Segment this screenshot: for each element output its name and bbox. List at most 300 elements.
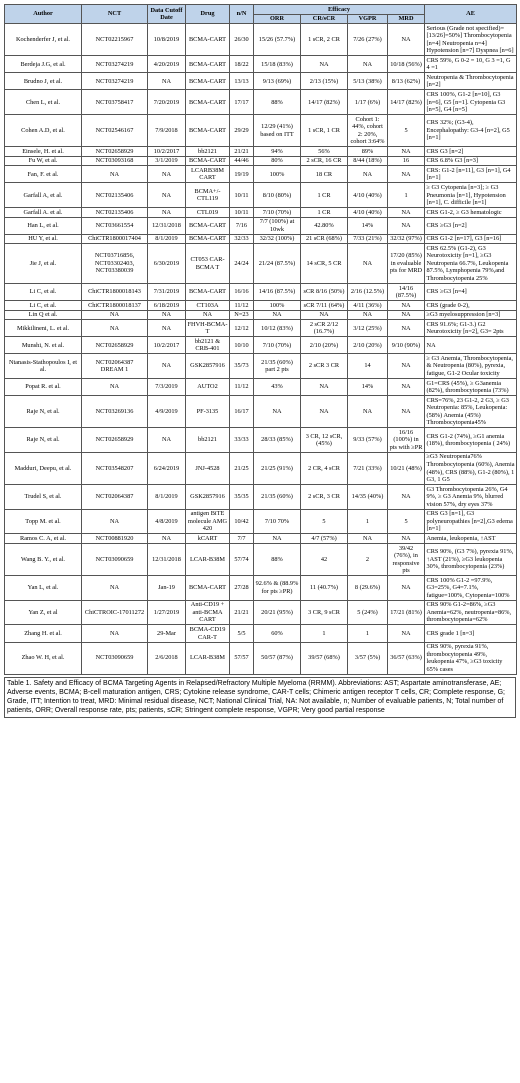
- cell-orr: 21/35 (60%) part 2 pts: [254, 354, 301, 379]
- cell-author: Garfall A. et al.: [5, 208, 82, 218]
- cell-ae: CRS 6.8% G3 [n=3]: [425, 156, 517, 166]
- cell-mrd: 39/42 (76%), in responsive pts: [388, 544, 425, 576]
- cell-nn: 12/12: [230, 320, 254, 337]
- cell-cr-scr: 42: [301, 544, 348, 576]
- cell-nct: NCT02135406: [82, 208, 148, 218]
- cell-ae: CRS G1-2 [n=17], G3 [n=16]: [425, 234, 517, 244]
- cell-vgpr: 14%: [348, 217, 388, 234]
- cell-mrd: NA: [388, 354, 425, 379]
- cell-nn: 16/17: [230, 396, 254, 428]
- cell-mrd: NA: [388, 625, 425, 642]
- cell-drug: GSK2857916: [186, 354, 230, 379]
- cell-nn: 29/29: [230, 115, 254, 147]
- cell-ae: CRS=76%, 23 G1-2, 2 G3, ≥ G3 Neutropenia: 85%, Leukopenia: (58%) Anemia (45%) Thrombocytopenia45%: [425, 396, 517, 428]
- header-nct: NCT: [82, 5, 148, 24]
- cell-nn: 16/16: [230, 284, 254, 301]
- cell-ae: ≥ G3 Anemia, Thrombocytopenia, & Neutropenia (80%), pyrexia, fatigue, G1-2 Ocular toxicity: [425, 354, 517, 379]
- cell-nct: NCT02215967: [82, 24, 148, 56]
- cell-cr-scr: 2 sCR, 3 CR: [301, 485, 348, 510]
- cell-vgpr: 14%: [348, 379, 388, 396]
- cell-date: 6/24/2019: [148, 452, 186, 484]
- cell-nct: NA: [82, 576, 148, 601]
- cell-nct: NCT02135406: [82, 183, 148, 208]
- cell-author: Yan Z, et al: [5, 600, 82, 625]
- cell-mrd: 17/20 (85%) in evaluable pts for MRD: [388, 244, 425, 284]
- cell-date: NA: [148, 208, 186, 218]
- cell-drug: kCART: [186, 534, 230, 544]
- cell-orr: 50/57 (87%): [254, 642, 301, 674]
- cell-vgpr: 3/57 (5%): [348, 642, 388, 674]
- cell-date: NA: [148, 354, 186, 379]
- cell-date: NA: [148, 428, 186, 453]
- cell-author: Ramos C. A, et al.: [5, 534, 82, 544]
- cell-nn: 13/13: [230, 73, 254, 90]
- cell-cr-scr: sCR 8/16 (50%): [301, 284, 348, 301]
- table-row: [5, 244, 517, 284]
- table-row: [5, 544, 517, 576]
- header-date: Data Cutoff Date: [148, 5, 186, 24]
- cell-mrd: NA: [388, 301, 425, 311]
- table-row: [5, 234, 517, 244]
- cell-ae: CRS (grade 0-2),: [425, 301, 517, 311]
- cell-date: 2/6/2018: [148, 642, 186, 674]
- cell-nn: 19/19: [230, 166, 254, 183]
- cell-vgpr: 3/12 (25%): [348, 320, 388, 337]
- cell-mrd: 10/18 (56%): [388, 56, 425, 73]
- cell-mrd: NA: [388, 576, 425, 601]
- table-row: [5, 642, 517, 674]
- cell-date: 7/9/2018: [148, 115, 186, 147]
- cell-nct: NA: [82, 509, 148, 534]
- cell-author: Wang B. Y., et al.: [5, 544, 82, 576]
- cell-vgpr: 4/10 (40%): [348, 183, 388, 208]
- table-row: [5, 284, 517, 301]
- cell-drug: BCMA-CART: [186, 284, 230, 301]
- cell-ae: CRS 90%, (G3 7%), pyrexia 91%, ↑AST (21%), ≥G3 leukopenia 30%, thrombocytopenia (23%): [425, 544, 517, 576]
- cell-date: 7/31/2019: [148, 284, 186, 301]
- cell-nn: 33/33: [230, 428, 254, 453]
- cell-nn: 26/30: [230, 24, 254, 56]
- document: [4, 4, 516, 718]
- cell-ae: CRS G3 [n=2]: [425, 147, 517, 157]
- cell-ae: CRS G3 [n=1], G3 polyneuropathies [n=2],G3 edema [n=1]: [425, 509, 517, 534]
- cell-drug: NA: [186, 310, 230, 320]
- cell-mrd: 14/16 (87.5%): [388, 284, 425, 301]
- cell-ae: Serious (Grade not specified)=[13/26]=50%] Thrombocytopenia [n=4] Neutropenia n=4] Hypotension [n=7] Dyspnea [n=6]: [425, 24, 517, 56]
- cell-vgpr: NA: [348, 534, 388, 544]
- cell-mrd: NA: [388, 166, 425, 183]
- cell-date: 7/3/2019: [148, 379, 186, 396]
- cell-vgpr: 7/26 (27%): [348, 24, 388, 56]
- cell-ae: ≥G3 Neutropenia76% Thrombocytopenia (60%), Anemia (48%), CRS (88%), G1-2 (80%), 1 G3, 1 G5: [425, 452, 517, 484]
- cell-author: Ntanasis-Stathopoulos I, et al.: [5, 354, 82, 379]
- cell-drug: BCMA-CART: [186, 90, 230, 115]
- table-row: [5, 625, 517, 642]
- table-row: [5, 56, 517, 73]
- cell-vgpr: 4/11 (36%): [348, 301, 388, 311]
- cell-vgpr: NA: [348, 396, 388, 428]
- cell-orr: 94%: [254, 147, 301, 157]
- cell-orr: 100%: [254, 166, 301, 183]
- table-row: [5, 73, 517, 90]
- cell-nn: 10/10: [230, 337, 254, 354]
- header-drug: Drug: [186, 5, 230, 24]
- header-mrd: MRD: [388, 14, 425, 24]
- cell-cr-scr: 42.80%: [301, 217, 348, 234]
- cell-date: NA: [148, 166, 186, 183]
- cell-nct: NCT03548207: [82, 452, 148, 484]
- cell-mrd: 17/21 (81%): [388, 600, 425, 625]
- cell-nct: ChiCTROIC-17011272: [82, 600, 148, 625]
- cell-ae: CRS G1-2, ≥ G3 hematologic: [425, 208, 517, 218]
- cell-nct: NCT03274219: [82, 73, 148, 90]
- cell-nct: NA: [82, 320, 148, 337]
- cell-author: Zhao W. H, et al.: [5, 642, 82, 674]
- cell-mrd: NA: [388, 310, 425, 320]
- table-row: [5, 217, 517, 234]
- cell-vgpr: 5/13 (38%): [348, 73, 388, 90]
- cell-author: Raje N, et al.: [5, 396, 82, 428]
- cell-date: Jan-19: [148, 576, 186, 601]
- cell-orr: NA: [254, 534, 301, 544]
- cell-nn: 57/74: [230, 544, 254, 576]
- cell-author: Brudno J, et al.: [5, 73, 82, 90]
- cell-nct: NCT03716856, NCT03302403, NCT03380039: [82, 244, 148, 284]
- cell-drug: BCMA-CART: [186, 24, 230, 56]
- cell-orr: 7/10 (70%): [254, 337, 301, 354]
- cell-ae: CRS 91.6%; G1-3.) G2 Neurotoxicity [n=2], G3= 2pts: [425, 320, 517, 337]
- cell-author: Han L, et al.: [5, 217, 82, 234]
- cell-cr-scr: 14/17 (82%): [301, 90, 348, 115]
- table-row: [5, 337, 517, 354]
- cell-cr-scr: NA: [301, 310, 348, 320]
- cell-orr: 21/25 (91%): [254, 452, 301, 484]
- cell-cr-scr: 2 CR, 4 sCR: [301, 452, 348, 484]
- cell-date: 8/1/2019: [148, 234, 186, 244]
- cell-drug: bb2121: [186, 428, 230, 453]
- cell-date: 29-Mar: [148, 625, 186, 642]
- cell-vgpr: 1: [348, 625, 388, 642]
- cell-mrd: 14/17 (82%): [388, 90, 425, 115]
- cell-date: 4/8/2019: [148, 509, 186, 534]
- cell-date: NA: [148, 310, 186, 320]
- cell-nct: NCT02064387 DREAM 1: [82, 354, 148, 379]
- cell-author: Li C, et al.: [5, 301, 82, 311]
- cell-nn: 27/28: [230, 576, 254, 601]
- cell-vgpr: 89%: [348, 147, 388, 157]
- table-row: [5, 24, 517, 56]
- cell-cr-scr: 18 CR: [301, 166, 348, 183]
- header-efficacy: Efficacy: [254, 5, 425, 15]
- cell-mrd: 8/13 (62%): [388, 73, 425, 90]
- cell-nn: 7/7: [230, 534, 254, 544]
- cell-drug: BCMA-CART: [186, 234, 230, 244]
- cell-mrd: 5: [388, 115, 425, 147]
- cell-nct: NA: [82, 625, 148, 642]
- cell-drug: JNJ-4528: [186, 452, 230, 484]
- cell-vgpr: 14/35 (40%): [348, 485, 388, 510]
- table-row: [5, 301, 517, 311]
- cell-drug: PF-3135: [186, 396, 230, 428]
- cell-drug: BCMA-CART: [186, 115, 230, 147]
- cell-orr: 100%: [254, 301, 301, 311]
- cell-author: Berdeja J.G, et al.: [5, 56, 82, 73]
- table-row: [5, 310, 517, 320]
- cell-drug: BCMA-CART: [186, 156, 230, 166]
- cell-mrd: NA: [388, 208, 425, 218]
- cell-nn: 21/21: [230, 147, 254, 157]
- cell-cr-scr: 2 sCR 3 CR: [301, 354, 348, 379]
- cell-orr: 7/7 (100%) at 10wk: [254, 217, 301, 234]
- cell-mrd: NA: [388, 320, 425, 337]
- cell-nn: 10/11: [230, 183, 254, 208]
- cell-cr-scr: 1: [301, 625, 348, 642]
- cell-nct: NCT02064387: [82, 485, 148, 510]
- cell-author: Fan, F. et al.: [5, 166, 82, 183]
- table-row: [5, 320, 517, 337]
- cell-date: NA: [148, 320, 186, 337]
- cell-date: 6/30/2019: [148, 244, 186, 284]
- cell-date: 4/9/2019: [148, 396, 186, 428]
- cell-mrd: 5: [388, 509, 425, 534]
- cell-author: Zhang H. et al.: [5, 625, 82, 642]
- cell-orr: 28/33 (85%): [254, 428, 301, 453]
- cell-nn: N=23: [230, 310, 254, 320]
- cell-orr: NA: [254, 310, 301, 320]
- cell-cr-scr: 1 CR: [301, 183, 348, 208]
- cell-cr-scr: 2 sCR, 16 CR: [301, 156, 348, 166]
- cell-cr-scr: 1 sCR, 1 CR: [301, 115, 348, 147]
- table-row: [5, 600, 517, 625]
- cell-mrd: 16/16 (100%) in pts with ≥PR: [388, 428, 425, 453]
- cell-mrd: 16: [388, 156, 425, 166]
- cell-nct: NA: [82, 310, 148, 320]
- cell-cr-scr: 39/57 (68%): [301, 642, 348, 674]
- cell-nct: NCT03090659: [82, 642, 148, 674]
- cell-drug: CTL019: [186, 208, 230, 218]
- cell-nn: 11/12: [230, 301, 254, 311]
- cell-cr-scr: 2/13 (15%): [301, 73, 348, 90]
- cell-vgpr: 2/16 (12.5%): [348, 284, 388, 301]
- cell-nn: 24/24: [230, 244, 254, 284]
- cell-nct: NCT03661554: [82, 217, 148, 234]
- table-row: [5, 208, 517, 218]
- cell-author: Chen L, et al.: [5, 90, 82, 115]
- cell-vgpr: 1: [348, 509, 388, 534]
- cell-vgpr: 7/21 (33%): [348, 452, 388, 484]
- cell-author: Lin Q et al.: [5, 310, 82, 320]
- cell-author: Kochenderfer J, et al.: [5, 24, 82, 56]
- cell-vgpr: 2/10 (20%): [348, 337, 388, 354]
- cell-cr-scr: 3 CR, 9 sCR: [301, 600, 348, 625]
- cell-nct: NCT03093168: [82, 156, 148, 166]
- cell-orr: 43%: [254, 379, 301, 396]
- cell-nn: 7/16: [230, 217, 254, 234]
- cell-author: Yan L, et al.: [5, 576, 82, 601]
- cell-ae: CRS G1-2 (74%), ≥G1 anemia (18%), thrombocytopenia ( 24%): [425, 428, 517, 453]
- cell-drug: BCMA-CART: [186, 576, 230, 601]
- cell-date: 12/31/2018: [148, 217, 186, 234]
- cell-drug: GSK2857916: [186, 485, 230, 510]
- cell-nct: ChiCTR1800018137: [82, 301, 148, 311]
- cell-nct: NCT02658929: [82, 337, 148, 354]
- cell-cr-scr: 2 sCR 2/12 (16.7%): [301, 320, 348, 337]
- cell-date: 4/20/2019: [148, 56, 186, 73]
- table-row: [5, 183, 517, 208]
- cell-mrd: 32/32 (97%): [388, 234, 425, 244]
- cell-orr: NA: [254, 396, 301, 428]
- cell-drug: Anti-CD19 + anti-BCMA CART: [186, 600, 230, 625]
- cell-cr-scr: 3 CR, 12 sCR, (45%): [301, 428, 348, 453]
- cell-orr: 88%: [254, 544, 301, 576]
- cell-vgpr: NA: [348, 310, 388, 320]
- cell-date: 7/20/2019: [148, 90, 186, 115]
- cell-vgpr: 8 (29.6%): [348, 576, 388, 601]
- cell-vgpr: NA: [348, 56, 388, 73]
- cell-drug: BCMA+/- CTL119: [186, 183, 230, 208]
- cell-mrd: 9/10 (90%): [388, 337, 425, 354]
- table-body: [5, 24, 517, 675]
- cell-nct: NA: [82, 166, 148, 183]
- cell-ae: G3 Thrombocytopenia 26%, G4 9%, ≥ G3 Anemia 9%, blurred vision 57%, dry eyes 37%: [425, 485, 517, 510]
- table-row: [5, 509, 517, 534]
- cell-cr-scr: 11 (40.7%): [301, 576, 348, 601]
- cell-author: Topp M. et al.: [5, 509, 82, 534]
- cell-nn: 21/21: [230, 600, 254, 625]
- cell-ae: CRS 100%, G1-2 [n=10], G3 [n=6], G5 [n=1]. Cytopenia G3 [n=5], G4 [n=5]: [425, 90, 517, 115]
- cell-ae: G1=CRS (45%), ≥ G3anemia (82%), thrombocytopenia (73%): [425, 379, 517, 396]
- cell-cr-scr: NA: [301, 379, 348, 396]
- table-header: [5, 5, 517, 24]
- cell-mrd: NA: [388, 24, 425, 56]
- cell-date: NA: [148, 534, 186, 544]
- cell-mrd: NA: [388, 217, 425, 234]
- cell-orr: 80%: [254, 156, 301, 166]
- cell-nn: 11/12: [230, 379, 254, 396]
- cell-cr-scr: NA: [301, 56, 348, 73]
- cell-ae: CRS 32%; (G3-4), Encephalopathy: G3-4 [n=2], G5 [n=1]: [425, 115, 517, 147]
- cell-nn: 35/73: [230, 354, 254, 379]
- cell-ae: CRS 90%, pyrexia 91%, thrombocytopenia 49%, leukopenia 47%, ≥G3 toxicity 65% cases: [425, 642, 517, 674]
- cell-author: Raje N, et al.: [5, 428, 82, 453]
- cell-author: Jie J, et al.: [5, 244, 82, 284]
- cell-date: 3/1/2019: [148, 156, 186, 166]
- cell-nct: ChiCTR1800017404: [82, 234, 148, 244]
- table-row: [5, 534, 517, 544]
- cell-date: 6/18/2019: [148, 301, 186, 311]
- cell-ae: CRS 100% G1-2 =97.9%, G3=25%, G4=7.1%, fatigue=100%, Cytopenia=100%: [425, 576, 517, 601]
- cell-nct: ChiCTR1800018143: [82, 284, 148, 301]
- cell-ae: CRS: G1-2 [n=11], G3 [n=1], G4 [n=1]: [425, 166, 517, 183]
- cell-ae: CRS 62.5% (G1-2), G3 Neurotoxicity [n=1], ≥G3 Neutropenia 66.7%, Leukopenia 87.5%, Lymphopenia 79%,and Thrombocytopenia 25%: [425, 244, 517, 284]
- cell-mrd: NA: [388, 396, 425, 428]
- cell-author: Trudel S, et al.: [5, 485, 82, 510]
- cell-cr-scr: 14 sCR, 5 CR: [301, 244, 348, 284]
- cell-drug: BCMA-CART: [186, 217, 230, 234]
- cell-nn: 5/5: [230, 625, 254, 642]
- cell-drug: AUTO2: [186, 379, 230, 396]
- table-row: [5, 90, 517, 115]
- cell-orr: 20/21 (95%): [254, 600, 301, 625]
- cell-date: NA: [148, 73, 186, 90]
- cell-nn: 18/22: [230, 56, 254, 73]
- bcma-efficacy-table: [4, 4, 517, 675]
- cell-drug: LCAR-B38M: [186, 544, 230, 576]
- cell-drug: BCMA-CART: [186, 56, 230, 73]
- cell-author: Li C, et al.: [5, 284, 82, 301]
- cell-mrd: 10/21 (48%): [388, 452, 425, 484]
- cell-ae: Anemia, leukopenia, ↑AST: [425, 534, 517, 544]
- table-caption: Table 1. Safety and Efficacy of BCMA Targeting Agents in Relapsed/Refractory Multiple Myeloma (RRMM). Abbreviations: AST; Aspartate aminotransferase, AE; Adverse events, BCMA; B-cell maturation antigen, CRS; Cytokine release syndrome, CAR-T cells; Chimeric antigen receptor T cells, CR; Complete response, G; Grade, ITT; Intention to treat, MRD: Minimal residual disease, NCT; National Clinical Trial, NA: Not available, n; Number of evaluable patients, N; Total number of patients, ORR; Overall response rate, pts; patients, sCR; Stringent complete response, VGPR; Very good partial response: [4, 677, 516, 718]
- cell-nn: 32/33: [230, 234, 254, 244]
- cell-nct: NA: [82, 379, 148, 396]
- cell-orr: 7/10 (70%): [254, 208, 301, 218]
- table-row: [5, 147, 517, 157]
- cell-ae: CRS 90% G1-2=86%, ≥G3 Anemia=62%, neutropenia=86%, thrombocytopenia=62%: [425, 600, 517, 625]
- cell-vgpr: 9/33 (57%): [348, 428, 388, 453]
- table-row: [5, 396, 517, 428]
- cell-author: Cohen A.D, et al.: [5, 115, 82, 147]
- cell-drug: CT103A: [186, 301, 230, 311]
- cell-nct: NCT03274219: [82, 56, 148, 73]
- cell-orr: 8/10 (80%): [254, 183, 301, 208]
- cell-cr-scr: 1 sCR, 2 CR: [301, 24, 348, 56]
- cell-drug: LCARB38M CART: [186, 166, 230, 183]
- cell-drug: FHVH-BCMA-T: [186, 320, 230, 337]
- cell-date: 8/1/2019: [148, 485, 186, 510]
- cell-nn: 10/42: [230, 509, 254, 534]
- cell-nct: NCT03758417: [82, 90, 148, 115]
- cell-drug: BCMA-CD19 CAR-T: [186, 625, 230, 642]
- cell-author: Einsele, H. et al.: [5, 147, 82, 157]
- cell-date: NA: [148, 183, 186, 208]
- cell-author: Popat R. et al.: [5, 379, 82, 396]
- cell-orr: 88%: [254, 90, 301, 115]
- cell-nn: 44/46: [230, 156, 254, 166]
- cell-nct: NCT02658929: [82, 147, 148, 157]
- cell-orr: 21/24 (87.5%): [254, 244, 301, 284]
- cell-cr-scr: 56%: [301, 147, 348, 157]
- cell-orr: 10/12 (83%): [254, 320, 301, 337]
- cell-orr: 9/13 (69%): [254, 73, 301, 90]
- cell-vgpr: NA: [348, 166, 388, 183]
- cell-author: Fu W, et al.: [5, 156, 82, 166]
- cell-vgpr: NA: [348, 244, 388, 284]
- cell-nn: 21/25: [230, 452, 254, 484]
- cell-nct: NCT02546167: [82, 115, 148, 147]
- cell-author: Madduri, Deepu, et al.: [5, 452, 82, 484]
- cell-cr-scr: NA: [301, 396, 348, 428]
- cell-orr: 15/18 (83%): [254, 56, 301, 73]
- cell-mrd: NA: [388, 379, 425, 396]
- cell-orr: 14/16 (87.5%): [254, 284, 301, 301]
- cell-orr: 21/35 (60%): [254, 485, 301, 510]
- cell-date: 10/2/2017: [148, 147, 186, 157]
- cell-orr: 60%: [254, 625, 301, 642]
- cell-cr-scr: sCR 7/11 (64%): [301, 301, 348, 311]
- cell-nct: NCT03269136: [82, 396, 148, 428]
- cell-nn: 17/17: [230, 90, 254, 115]
- cell-cr-scr: 4/7 (57%): [301, 534, 348, 544]
- cell-orr: 15/26 (57.7%): [254, 24, 301, 56]
- cell-orr: 7/10 70%: [254, 509, 301, 534]
- cell-drug: LCAR-B38M: [186, 642, 230, 674]
- cell-orr: 32/32 (100%): [254, 234, 301, 244]
- cell-mrd: NA: [388, 147, 425, 157]
- cell-orr: 12/29 (41%) based on ITT: [254, 115, 301, 147]
- cell-drug: antigen BiTE molecule AMG 420: [186, 509, 230, 534]
- header-nn: n/N: [230, 5, 254, 24]
